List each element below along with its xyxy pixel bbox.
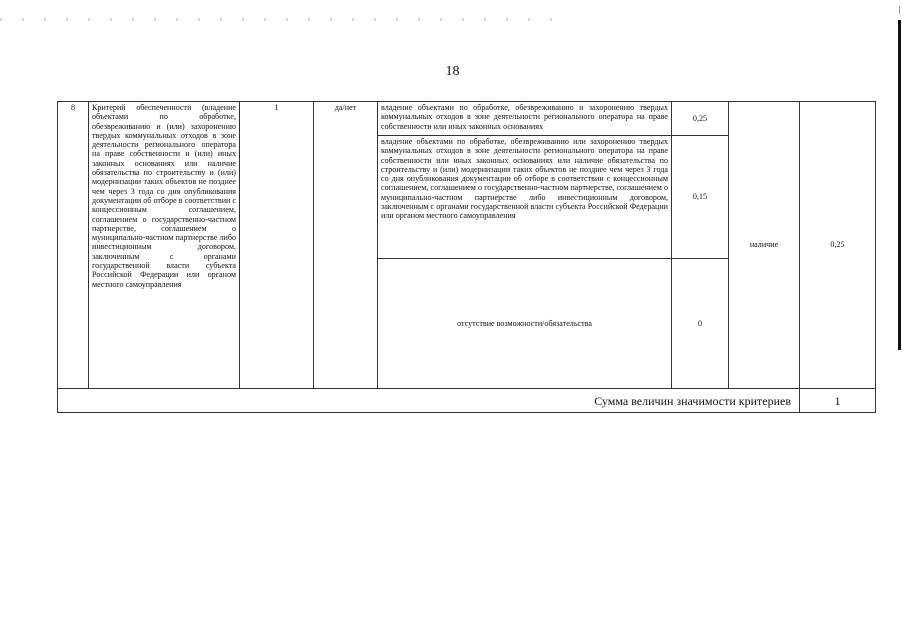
criteria-table — [57, 101, 876, 413]
table-row — [58, 102, 876, 136]
scan-edge-mark — [899, 6, 900, 14]
criterion-measure: да/нет — [314, 102, 378, 389]
option-value: 0,15 — [672, 136, 729, 259]
option-value: 0 — [672, 259, 729, 389]
option-value: 0,25 — [672, 102, 729, 136]
option-text: владение объектами по обработке, обезвреживанию или захоронению твердых коммунальных отходов в зоне деятельности регионального оператора на праве собственности или иных законных основаниях или наличие обязательства по строительству и (или) модернизации таких объектов не позднее чем через 3 года со дня опубликования документации об отборе в соответствии с концессионным соглашением, соглашением о государственно-частном партнерстве, соглашением о муниципально-частном партнерстве либо инвестиционным договором, заключенным с органами государственной власти субъекта Российской Федерации или органом местного самоуправления — [378, 136, 672, 259]
row-number: 8 — [58, 102, 89, 389]
page-number: 18 — [445, 64, 460, 79]
criterion-weight: 1 — [240, 102, 314, 389]
criterion-name: Критерий обеспеченности (владение объектами по обработке, обезвреживанию и (или) захоронению твердых коммунальных отходов в зоне деятельности регионального оператора на праве собственности и (или) иных законных основаниях или наличие обязательства по строительству и (или) модернизации таких объектов не позднее чем через 3 года со дня опубликования документации об отборе в соответствии с концессионным соглашением, соглашением о государственно-частном партнерстве, соглашением о муниципально-частном партнерстве либо инвестиционным договором, заключенным с органами государственной власти субъекта Российской Федерации или органом местного самоуправления — [89, 102, 240, 389]
sum-value: 1 — [800, 389, 876, 413]
sum-label: Сумма величин значимости критериев — [58, 389, 800, 413]
sum-row — [58, 389, 876, 413]
option-text: владение объектами по обработке, обезвреживанию и захоронению твердых коммунальных отходов в зоне деятельности регионального оператора на праве собственности или иных законных основаниях — [378, 102, 672, 136]
participant-value: наличие — [729, 102, 800, 389]
option-text: отсутствие возможности/обязательства — [378, 259, 672, 389]
scan-noise — [0, 18, 560, 21]
criterion-score: 0,25 — [800, 102, 876, 389]
